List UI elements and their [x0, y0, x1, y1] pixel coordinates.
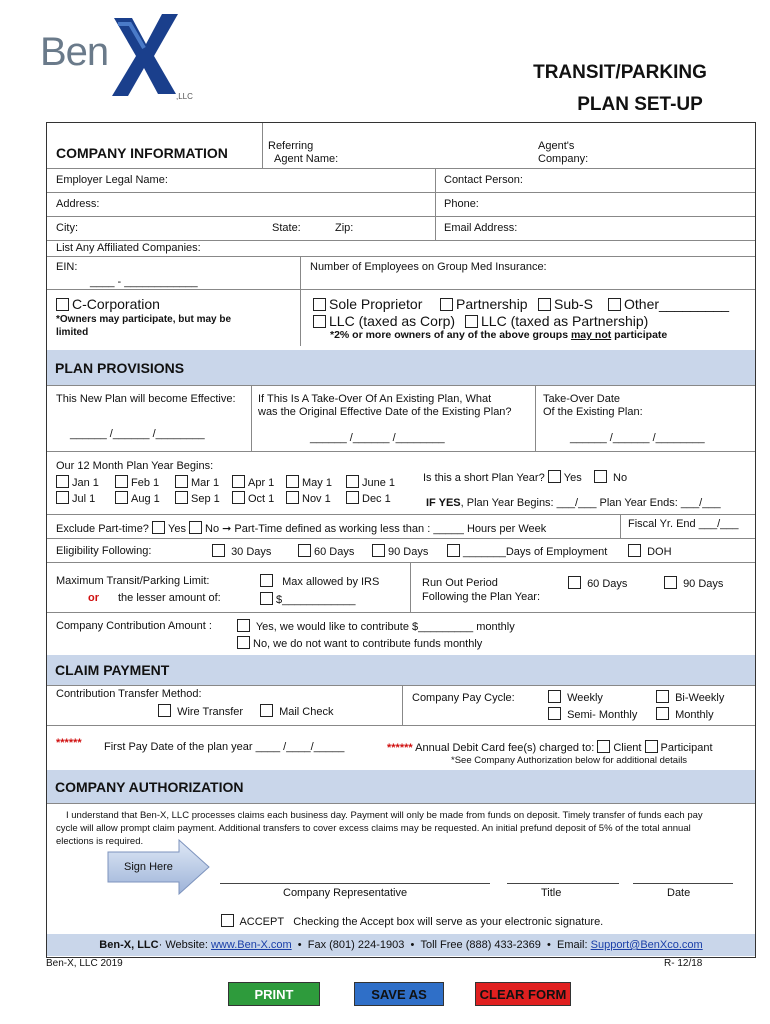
- max-dollar-checkbox[interactable]: [260, 592, 273, 605]
- claim-payment-header: CLAIM PAYMENT: [47, 655, 755, 685]
- sole-prop-option[interactable]: Sole Proprietor: [313, 296, 422, 312]
- city-label: City:: [56, 222, 78, 234]
- month-checkbox[interactable]: [232, 491, 245, 504]
- month-checkbox[interactable]: [286, 491, 299, 504]
- takeover-question-2: was the Original Effective Date of the Existing Plan?: [258, 406, 512, 418]
- runout-label-1: Run Out Period: [422, 577, 498, 589]
- short-year-no-checkbox[interactable]: [594, 470, 607, 483]
- month-checkbox[interactable]: [346, 491, 359, 504]
- wire-option[interactable]: Wire Transfer: [158, 704, 243, 718]
- exclude-pt-row: Exclude Part-time? Yes No ➞ Part-Time defined as working less than : _____ Hours per Week: [56, 523, 547, 535]
- biweekly-option[interactable]: Bi-Weekly: [656, 690, 724, 704]
- agents-label-1: Agent's: [538, 140, 575, 152]
- elig-custom-option[interactable]: _______Days of Employment: [447, 544, 607, 558]
- c-corp-label: C-Corporation: [72, 296, 160, 312]
- referring-label-2: Agent Name:: [274, 153, 339, 165]
- llc-corp-checkbox[interactable]: [313, 315, 326, 328]
- form-title-line1: TRANSIT/PARKING: [533, 62, 707, 83]
- month-label: Aug 1: [131, 493, 160, 505]
- eligibility-label: Eligibility Following:: [56, 545, 152, 557]
- fee-client-checkbox[interactable]: [597, 740, 610, 753]
- clear-form-button[interactable]: CLEAR FORM: [475, 982, 571, 1006]
- state-label: State:: [272, 222, 301, 234]
- auth-para-2: cycle will allow prompt claim payment. Additional transfers to cover excess claims may be requested. An initial prefund deposit of 5% of the total annual: [56, 823, 691, 834]
- sign-here-label: Sign Here: [124, 861, 173, 873]
- website-link[interactable]: www.Ben-X.com: [210, 939, 292, 951]
- partnership-checkbox[interactable]: [440, 298, 453, 311]
- month-checkbox[interactable]: [175, 491, 188, 504]
- llc-partnership-checkbox[interactable]: [465, 315, 478, 328]
- max-irs-checkbox[interactable]: [260, 574, 273, 587]
- contribution-label: Company Contribution Amount :: [56, 620, 212, 632]
- takeover-question-1: If This Is A Take-Over Of An Existing Plan, What: [258, 393, 492, 405]
- month-option[interactable]: [56, 475, 99, 489]
- max-limit-label: Maximum Transit/Parking Limit:: [56, 575, 210, 587]
- contrib-no-option[interactable]: No, we do not want to contribute funds monthly: [237, 636, 482, 650]
- month-checkbox[interactable]: [286, 475, 299, 488]
- elig-90-option[interactable]: 90 Days: [372, 544, 428, 558]
- runout-60-checkbox[interactable]: [568, 576, 581, 589]
- pay-cycle-label: Company Pay Cycle:: [412, 692, 515, 704]
- short-year-question: Is this a short Plan Year? Yes No: [423, 472, 628, 484]
- lesser-label: the lesser amount of:: [118, 592, 221, 604]
- auth-para-3: elections is required.: [56, 836, 144, 847]
- revision: R- 12/18: [664, 958, 703, 969]
- month-option[interactable]: [175, 491, 220, 505]
- elig-doh-option[interactable]: DOH: [628, 544, 672, 558]
- other-option[interactable]: Other_________: [608, 296, 729, 312]
- or-label: or: [88, 592, 99, 604]
- contact-footer-bar: Ben-X, LLC · Website: www.Ben-X.com • Fax (801) 224-1903 • Toll Free (888) 433-2369 • Email: Support@BenXco.com: [47, 934, 755, 956]
- month-option[interactable]: [346, 491, 391, 505]
- owners-note: *2% or more owners of any of the above groups may not participate: [330, 329, 668, 341]
- sub-s-checkbox[interactable]: [538, 298, 551, 311]
- llc-partnership-option[interactable]: LLC (taxed as Partnership): [465, 313, 648, 329]
- other-checkbox[interactable]: [608, 298, 621, 311]
- month-option[interactable]: [232, 475, 274, 489]
- elig-60-option[interactable]: 60 Days: [298, 544, 354, 558]
- elig-90-checkbox[interactable]: [372, 544, 385, 557]
- logo-llc-text: ,LLC: [176, 92, 193, 101]
- c-corp-note-1: *Owners may participate, but may be: [56, 314, 232, 325]
- month-label: June 1: [362, 477, 396, 489]
- sole-prop-checkbox[interactable]: [313, 298, 326, 311]
- month-option[interactable]: [115, 475, 159, 489]
- stars-1: ******: [56, 737, 82, 749]
- takeover-date-label-2: Of the Existing Plan:: [543, 406, 643, 418]
- month-label: Apr 1: [248, 477, 275, 489]
- max-dollar-option[interactable]: $____________: [260, 592, 356, 606]
- company-info-header: COMPANY INFORMATION: [56, 145, 228, 161]
- contact-person-label: Contact Person:: [444, 174, 523, 186]
- runout-60-option[interactable]: 60 Days: [568, 576, 627, 590]
- fee-participant-checkbox[interactable]: [645, 740, 658, 753]
- month-checkbox[interactable]: [115, 491, 128, 504]
- email-link[interactable]: Support@BenXco.com: [590, 939, 703, 951]
- c-corp-option[interactable]: [56, 296, 160, 312]
- c-corp-checkbox[interactable]: [56, 298, 69, 311]
- exclude-pt-yes-checkbox[interactable]: [152, 521, 165, 534]
- ein-blank[interactable]: ____ - ____________: [90, 276, 198, 288]
- first-pay-date[interactable]: First Pay Date of the plan year ____ /____/_____: [104, 741, 345, 753]
- month-label: Jul 1: [72, 493, 96, 505]
- month-checkbox[interactable]: [56, 491, 69, 504]
- referring-label-1: Referring: [268, 140, 314, 152]
- rep-label: Company Representative: [283, 887, 408, 899]
- month-label: Nov 1: [302, 493, 331, 505]
- month-checkbox[interactable]: [175, 475, 188, 488]
- weekly-checkbox[interactable]: [548, 690, 561, 703]
- partnership-option[interactable]: Partnership: [440, 296, 528, 312]
- month-option[interactable]: [286, 475, 332, 489]
- runout-label-2: Following the Plan Year:: [422, 591, 541, 603]
- date-label: Date: [667, 887, 691, 899]
- logo-x-mark: [110, 10, 180, 98]
- takeover-date-label-1: Take-Over Date: [543, 393, 621, 405]
- form-title-line2: PLAN SET-UP: [577, 94, 703, 115]
- num-employees-label: Number of Employees on Group Med Insurance:: [310, 261, 547, 273]
- month-option[interactable]: [115, 491, 160, 505]
- month-label: Feb 1: [131, 477, 160, 489]
- copyright: Ben-X, LLC 2019: [46, 958, 123, 969]
- ein-label: EIN:: [56, 261, 78, 273]
- weekly-option[interactable]: Weekly: [548, 690, 603, 704]
- sub-s-option[interactable]: Sub-S: [538, 296, 593, 312]
- month-option[interactable]: [286, 491, 331, 505]
- month-checkbox[interactable]: [115, 475, 128, 488]
- print-button[interactable]: PRINT: [228, 982, 320, 1006]
- llc-corp-option[interactable]: LLC (taxed as Corp): [313, 313, 455, 329]
- mail-checkbox[interactable]: [260, 704, 273, 717]
- elig-doh-checkbox[interactable]: [628, 544, 641, 557]
- contrib-yes-checkbox[interactable]: [237, 619, 250, 632]
- runout-90-option[interactable]: 90 Days: [664, 576, 723, 590]
- zip-label: Zip:: [335, 222, 354, 234]
- semi-monthly-option[interactable]: Semi- Monthly: [548, 707, 637, 721]
- takeover-date-blank[interactable]: ______ /______ /________: [570, 432, 705, 444]
- effective-label: This New Plan will become Effective:: [56, 393, 236, 405]
- c-corp-note-2: limited: [56, 327, 89, 338]
- month-checkbox[interactable]: [232, 475, 245, 488]
- month-label: May 1: [302, 477, 332, 489]
- mail-option[interactable]: Mail Check: [260, 704, 333, 718]
- monthly-checkbox[interactable]: [656, 707, 669, 720]
- semi-monthly-checkbox[interactable]: [548, 707, 561, 720]
- transfer-method-label: Contribution Transfer Method:: [56, 688, 202, 700]
- month-checkbox[interactable]: [56, 475, 69, 488]
- short-year-yes-checkbox[interactable]: [548, 470, 561, 483]
- biweekly-checkbox[interactable]: [656, 690, 669, 703]
- employer-legal-name-label: Employer Legal Name:: [56, 174, 168, 186]
- elig-60-checkbox[interactable]: [298, 544, 311, 557]
- month-label: Dec 1: [362, 493, 391, 505]
- contrib-yes-option[interactable]: Yes, we would like to contribute $_________ monthly: [237, 619, 515, 633]
- address-label: Address:: [56, 198, 100, 210]
- accept-checkbox[interactable]: [221, 914, 234, 927]
- elig-30-option[interactable]: 30 Days: [212, 544, 271, 558]
- monthly-option[interactable]: Monthly: [656, 707, 714, 721]
- elig-30-checkbox[interactable]: [212, 544, 225, 557]
- logo-ben-text: Ben: [40, 30, 109, 74]
- takeover-original-date-blank[interactable]: ______ /______ /________: [310, 432, 445, 444]
- affiliated-label: List Any Affiliated Companies:: [56, 242, 201, 254]
- month-label: Mar 1: [191, 477, 220, 489]
- wire-checkbox[interactable]: [158, 704, 171, 717]
- company-auth-header: COMPANY AUTHORIZATION: [47, 770, 755, 803]
- year-begins-label: Our 12 Month Plan Year Begins:: [56, 460, 214, 472]
- runout-90-checkbox[interactable]: [664, 576, 677, 589]
- email-label: Email Address:: [444, 222, 518, 234]
- month-checkbox[interactable]: [346, 475, 359, 488]
- month-label: Sep 1: [191, 493, 220, 505]
- month-option[interactable]: [175, 475, 219, 489]
- month-option[interactable]: [232, 491, 274, 505]
- month-option[interactable]: [346, 475, 395, 489]
- plan-provisions-header: PLAN PROVISIONS: [47, 350, 755, 385]
- auth-para-1: I understand that Ben-X, LLC processes claims each business day. Payment will only be made from funds on deposit. Timely transfer of funds each pay: [66, 810, 703, 821]
- max-irs-option[interactable]: Max allowed by IRS: [260, 574, 379, 588]
- exclude-pt-no-checkbox[interactable]: [189, 521, 202, 534]
- effective-date-blank[interactable]: ______ /______ /________: [70, 428, 205, 440]
- month-label: Oct 1: [248, 493, 275, 505]
- if-yes-dates[interactable]: IF YES, Plan Year Begins: ___/___ Plan Year Ends: ___/___: [426, 497, 721, 509]
- agents-label-2: Company:: [538, 153, 589, 165]
- month-label: Jan 1: [72, 477, 99, 489]
- save-as-button[interactable]: SAVE AS: [354, 982, 444, 1006]
- month-option[interactable]: [56, 491, 95, 505]
- elig-custom-checkbox[interactable]: [447, 544, 460, 557]
- fiscal-year-end[interactable]: Fiscal Yr. End ___/___: [628, 518, 739, 530]
- debit-fee-row: ****** Annual Debit Card fee(s) charged to: Client Participant: [387, 742, 713, 754]
- accept-row: ACCEPT Checking the Accept box will serve as your electronic signature.: [221, 914, 603, 928]
- title-label: Title: [541, 887, 562, 899]
- see-note: *See Company Authorization below for additional details: [451, 755, 688, 766]
- phone-label: Phone:: [444, 198, 479, 210]
- arrow-right-icon: ➞: [222, 523, 232, 535]
- contrib-no-checkbox[interactable]: [237, 636, 250, 649]
